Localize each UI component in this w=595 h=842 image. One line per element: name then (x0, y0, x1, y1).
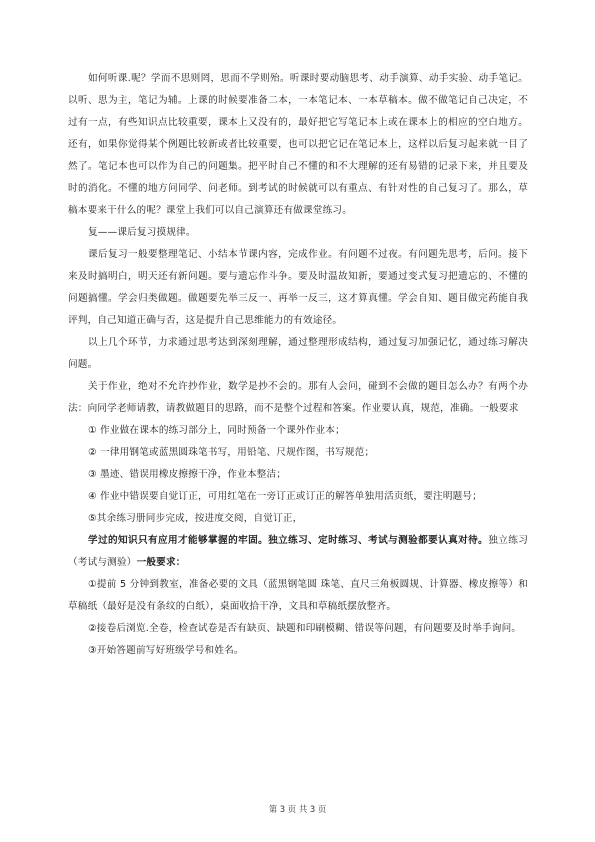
paragraph-summary: 以上几个环节，力求通过思考达到深刻理解，通过整理形成结构，通过复习加强记忆，通过练习解决问题。 (68, 337, 528, 370)
homework-item: ② 一律用钢笔或蓝黑圆珠笔书写，用铅笔、尺规作图，书写规范； (88, 447, 375, 458)
paragraph-homework: 关于作业，绝对不允许抄作业，数学是抄不会的。那有人会问，碰到不会做的题目怎么办？有两个办法：向同学老师请教，请教做题目的思路，而不是整个过程和答案。作业要认真，规范，准确。一般要求 (68, 381, 528, 414)
exam-item: ③开始答题前写好班级学号和姓名。 (88, 645, 244, 656)
paragraph-review: 课后复习一般要整理笔记、小结本节课内容，完成作业。有问题不过夜。有问题先思考，后问。接下来及时搞明白，明天还有新问题。要与遗忘作斗争。要及时温故知新，要通过变式复习把遗忘的、不懂的问题搞懂。学会归类做题。做题要先举三反一、再举一反三，这才算真懂。学会自知、题目做完药能自我评判，自己知道正确与否，这是提升自己思维能力的有效途径。 (68, 249, 528, 326)
document-body (68, 68, 528, 662)
exam-item: ①提前 5 分钟到教室，准备必要的文具（蓝黑钢笔圆 珠笔、直尺三角板圆规、计算器、橡皮擦等）和草稿纸（最好是没有条纹的白纸），桌面收拾干净，文具和草稿纸摆放整齐。 (68, 579, 528, 612)
paragraph-listening: 如何听课.呢？学而不思则罔，思而不学则殆。听课时要动脑思考、动手演算、动手实验、动手笔记。以听、思为主，笔记为辅。上课的时候要准备二本，一本笔记本、一本草稿本。做不做笔记自己决定，不过有一点，有些知识点比较重要，课本上又没有的，最好把它写笔记本上或在课本上的相应的空白地方。还有，如果你觉得某个例题比较新或者比较重要，也可以把它记在笔记本上，这样以后复习起来就一目了然了。笔记本也可以作为自己的问题集。把平时自己不懂的和不大理解的还有易错的记录下来，并且要及时的消化。不懂的地方问同学、问老师。到考试的时候就可以有重点、有针对性的自己复习了。那么，草稿本要来干什么的呢？课堂上我们可以自己演算还有做课堂练习。 (68, 73, 528, 216)
paragraph-practice (68, 530, 528, 574)
section-heading-review: 复——课后复习摸规律。 (88, 227, 196, 238)
practice-requirements-label: 一般要求： (136, 557, 186, 568)
practice-label: 独立练习（考试与测验） (68, 535, 528, 568)
homework-item: ④ 作业中错误要自觉订正，可用红笔在一旁订正或订正的解答单独用活页纸，要注明题号； (88, 491, 483, 502)
exam-item: ②接卷后浏览.全卷，检查试卷是否有缺页、缺题和印刷模糊、错误等问题，有问题要及时举手询问。 (88, 623, 522, 634)
page-footer: 第 3 页 共 3 页 (268, 804, 327, 814)
homework-item: ③ 墨迹、错误用橡皮擦擦干净，作业本整洁； (88, 469, 287, 480)
practice-emphasis: 学过的知识只有应用才能够掌握的牢固。独立练习、定时练习、考试与测验都要认真对待。 (88, 535, 489, 546)
homework-item: ⑤其余练习册同步完成，按进度交阅，自觉订正， (88, 513, 303, 524)
homework-item: ① 作业做在课本的练习部分上，同时预备一个课外作业本； (88, 425, 345, 436)
